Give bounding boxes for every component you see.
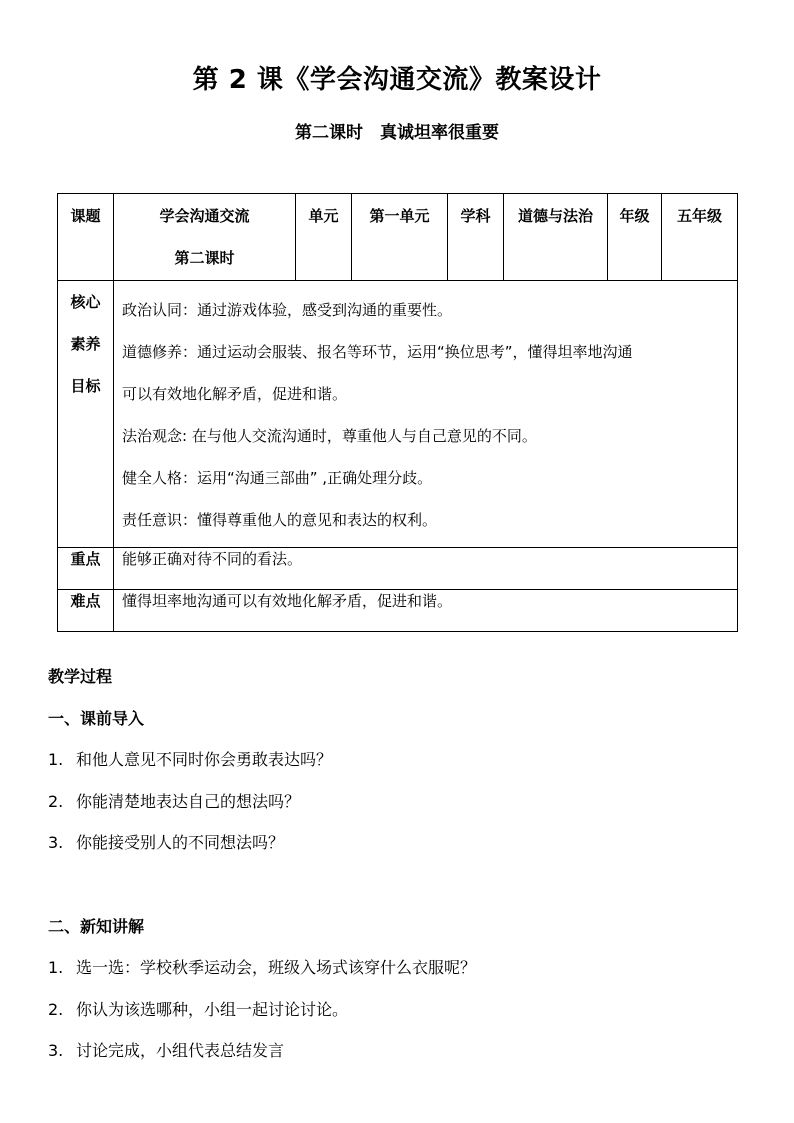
key-point-row — [58, 548, 738, 590]
list-item-number: 2. — [48, 1000, 64, 1019]
list-item-text: 选一选：学校秋季运动会，班级入场式该穿什么衣服呢？ — [76, 958, 477, 977]
goal-line: 道德修养：通过运动会服装、报名等环节，运用“换位思考”，懂得坦率地沟通 — [122, 343, 633, 361]
document-subtitle: 第二课时 真诚坦率很重要 — [295, 123, 499, 143]
core-goals-label-line: 核心 — [70, 293, 101, 311]
list-item — [48, 832, 284, 854]
topic-line-2: 第二课时 — [174, 249, 235, 267]
list-item-number: 3. — [48, 1041, 64, 1060]
list-item-number: 1. — [48, 750, 64, 769]
unit-value: 第一单元 — [352, 194, 448, 281]
difficult-point-label: 难点 — [58, 590, 114, 632]
list-item — [48, 1040, 284, 1062]
core-goals-label-line: 素养 — [70, 335, 101, 353]
goal-line: 可以有效地化解矛盾，促进和谐。 — [122, 385, 348, 403]
list-item — [48, 999, 348, 1021]
goal-line: 法治观念: 在与他人交流沟通时，尊重他人与自己意见的不同。 — [122, 427, 537, 445]
topic-label: 课题 — [58, 194, 114, 281]
list-item — [48, 791, 300, 813]
topic-line-1: 学会沟通交流 — [159, 207, 250, 225]
topic-value — [114, 194, 296, 281]
unit-label: 单元 — [296, 194, 352, 281]
subject-value: 道德与法治 — [504, 194, 608, 281]
goal-line: 政治认同：通过游戏体验，感受到沟通的重要性。 — [122, 301, 453, 319]
key-point-label: 重点 — [58, 548, 114, 590]
section-1-heading: 一、课前导入 — [48, 709, 145, 728]
list-item-text: 你能清楚地表达自己的想法吗？ — [76, 792, 301, 811]
list-item-number: 2. — [48, 792, 64, 811]
goal-line: 责任意识：懂得尊重他人的意见和表达的权利。 — [122, 511, 438, 529]
list-item-number: 1. — [48, 958, 64, 977]
list-item-number: 3. — [48, 833, 64, 852]
table-header-row — [58, 194, 738, 281]
list-item-text: 讨论完成，小组代表总结发言 — [76, 1041, 285, 1060]
core-goals-content — [114, 281, 738, 548]
key-point-text: 能够正确对待不同的看法。 — [114, 548, 738, 590]
core-goals-label — [58, 281, 114, 548]
list-item-text: 你能接受别人的不同想法吗？ — [76, 833, 285, 852]
list-item — [48, 749, 332, 771]
grade-value: 五年级 — [662, 194, 738, 281]
core-goals-row — [58, 281, 738, 548]
list-item-text: 和他人意见不同时你会勇敢表达吗？ — [76, 750, 333, 769]
subject-label: 学科 — [448, 194, 504, 281]
list-item-text: 你认为该选哪种，小组一起讨论讨论。 — [76, 1000, 349, 1019]
core-goals-label-line: 目标 — [70, 377, 101, 395]
document-title: 第 2 课《学会沟通交流》教案设计 — [192, 65, 602, 95]
goal-line: 健全人格：运用“沟通三部曲” ,正确处理分歧。 — [122, 469, 433, 487]
difficult-point-text: 懂得坦率地沟通可以有效地化解矛盾，促进和谐。 — [114, 590, 738, 632]
list-item — [48, 957, 476, 979]
section-2-heading: 二、新知讲解 — [48, 917, 145, 936]
teaching-process-heading: 教学过程 — [48, 667, 113, 686]
difficult-point-row — [58, 590, 738, 632]
lesson-plan-table — [57, 193, 738, 632]
grade-label: 年级 — [608, 194, 662, 281]
